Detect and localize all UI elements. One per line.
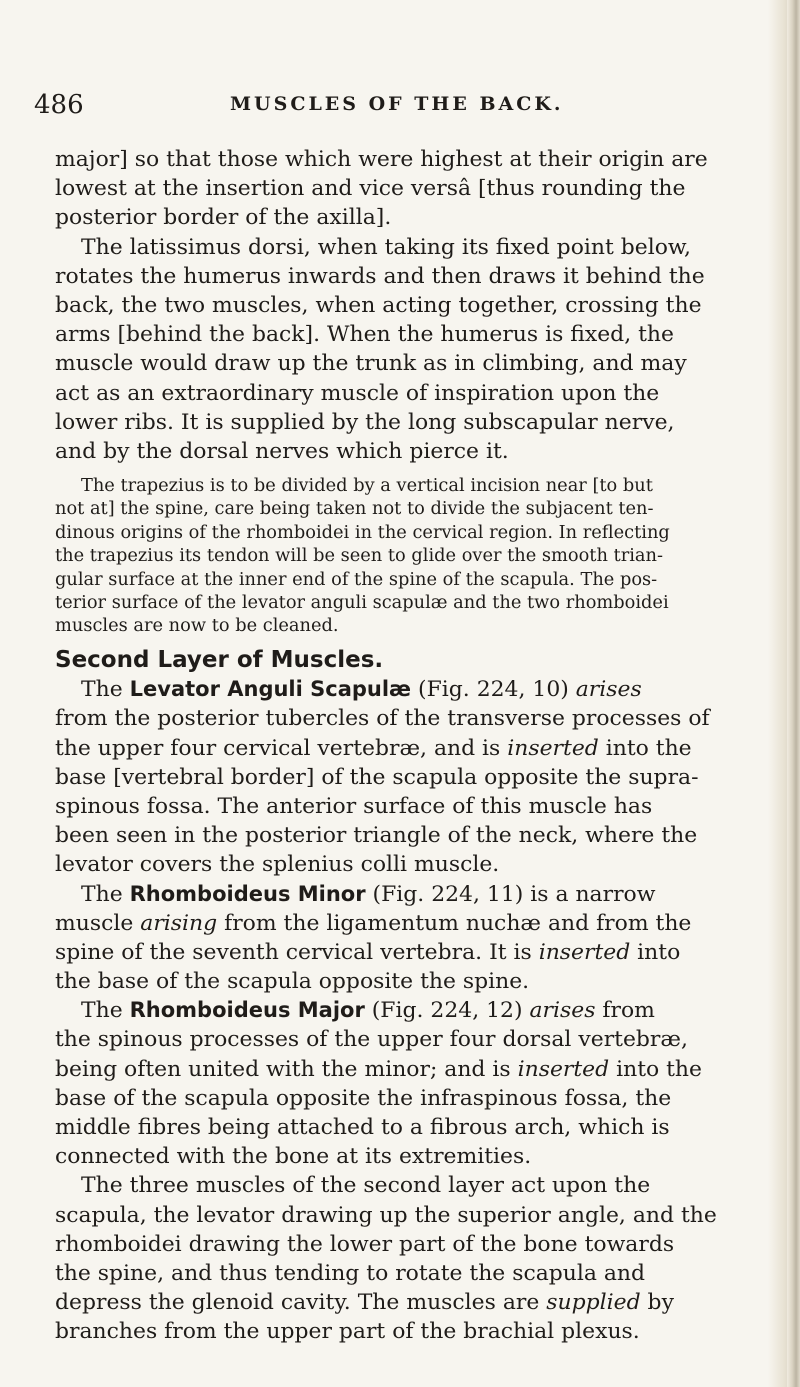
italic-term: arises [529,998,596,1024]
text-line: back, the two muscles, when acting together, crossing the [55,292,702,318]
major-paragraph-line-1 [55,996,735,1025]
section-heading-text: Second Layer of Muscles. [55,647,384,673]
page-header [34,90,746,124]
text-line: the base of the scapula opposite the spine. [55,969,530,995]
note-line: the trapezius its tendon will be seen to glide over the smooth trian- [55,545,663,567]
italic-term: supplied [546,1290,641,1316]
text-run: by [640,1290,674,1316]
text-run: from [595,998,655,1024]
text-line: branches from the upper part of the brachial plexus. [55,1319,640,1345]
text-run: (Fig. 224, 10) [411,677,576,703]
italic-term: arises [575,677,642,703]
text-line: been seen in the posterior triangle of the neck, where the [55,823,698,849]
text-line: lower ribs. It is supplied by the long subscapular nerve, [55,409,675,435]
text-run: The [81,998,130,1024]
italic-term: inserted [517,1056,610,1082]
text-line: rotates the humerus inwards and then draws it behind the [55,263,705,289]
italic-term: arising [140,910,218,936]
text-line: scapula, the levator drawing up the superior angle, and the [55,1202,717,1228]
text-line: levator covers the splenius colli muscle. [55,852,500,878]
dissection-note [55,474,735,638]
note-line: muscles are now to be cleaned. [55,615,339,637]
text-run: muscle [55,910,141,936]
note-line: not at] the spine, care being taken not to divide the subjacent ten- [55,498,654,520]
text-run: spine of the seventh cervical vertebra. It is [55,939,532,965]
text-line: The three muscles of the second layer act upon the [81,1173,651,1199]
text-line: the spine, and thus tending to rotate the scapula and [55,1260,646,1286]
running-head: MUSCLES OF THE BACK. [230,93,564,115]
levator-paragraph-line-3 [55,734,735,763]
text-line: base of the scapula opposite the infraspinous fossa, the [55,1085,672,1111]
text-line: posterior border of the axilla]. [55,205,392,231]
note-line: dinous origins of the rhomboidei in the cervical region. In reflecting [55,521,670,543]
text-run: (Fig. 224, 12) [364,998,530,1024]
page-edge-shadow [787,0,800,1387]
text-run: The [81,881,130,907]
text-run: the upper four cervical vertebræ, and is [55,735,508,761]
page-number: 486 [34,90,84,120]
text-line: base [vertebral border] of the scapula opposite the supra- [55,764,699,790]
text-run: into the [609,1056,702,1082]
text-run: (Fig. 224, 11) is a narrow [365,881,656,907]
text-line: and by the dorsal nerves which pierce it. [55,438,509,464]
text-line: spinous fossa. The anterior surface of this muscle has [55,793,653,819]
text-line: muscle would draw up the trunk as in climbing, and may [55,351,687,377]
minor-paragraph-line-1 [55,880,735,909]
major-paragraph-line-3 [55,1055,735,1084]
text-run: into [630,939,681,965]
text-line: act as an extraordinary muscle of inspiration upon the [55,380,660,406]
italic-term: inserted [507,735,599,761]
text-run: from the ligamentum nuchæ and from the [217,910,692,936]
note-line: gular surface at the inner end of the spine of the scapula. The pos- [55,568,658,590]
summary-paragraph-line-5 [55,1288,735,1317]
text-line: The latissimus dorsi, when taking its fixed point below, [81,234,691,260]
text-run: The [81,677,130,703]
text-line: connected with the bone at its extremities. [55,1144,532,1170]
text-line: from the posterior tubercles of the transverse processes of [55,706,710,732]
minor-paragraph-line-2 [55,909,735,938]
text-run: being often united with the minor; and is [55,1056,518,1082]
text-run: depress the glenoid cavity. The muscles are [55,1290,547,1316]
main-paragraphs [55,145,735,466]
muscle-name-bold: Rhomboideus Minor [129,881,366,906]
text-line: middle fibres being attached to a fibrous arch, which is [55,1115,670,1140]
minor-paragraph-line-3 [55,938,735,967]
note-line: terior surface of the levator anguli scapulæ and the two rhomboidei [55,591,669,613]
text-line: arms [behind the back]. When the humerus is fixed, the [55,322,674,348]
text-run: into the [598,735,692,761]
text-line: the spinous processes of the upper four dorsal vertebræ, [55,1027,688,1053]
text-line: lowest at the insertion and vice versâ [thus rounding the [55,176,686,202]
muscle-name-bold: Levator Anguli Scapulæ [129,677,412,702]
text-line: major] so that those which were highest at their origin are [55,147,708,172]
italic-term: inserted [538,939,631,965]
section-heading [55,646,735,675]
text-line: rhomboidei drawing the lower part of the bone towards [55,1231,675,1257]
muscle-name-bold: Rhomboideus Major [129,998,365,1023]
levator-paragraph-line-1 [55,675,735,704]
note-line: The trapezius is to be divided by a vertical incision near [to but [81,475,653,496]
second-layer-section [55,646,735,1347]
